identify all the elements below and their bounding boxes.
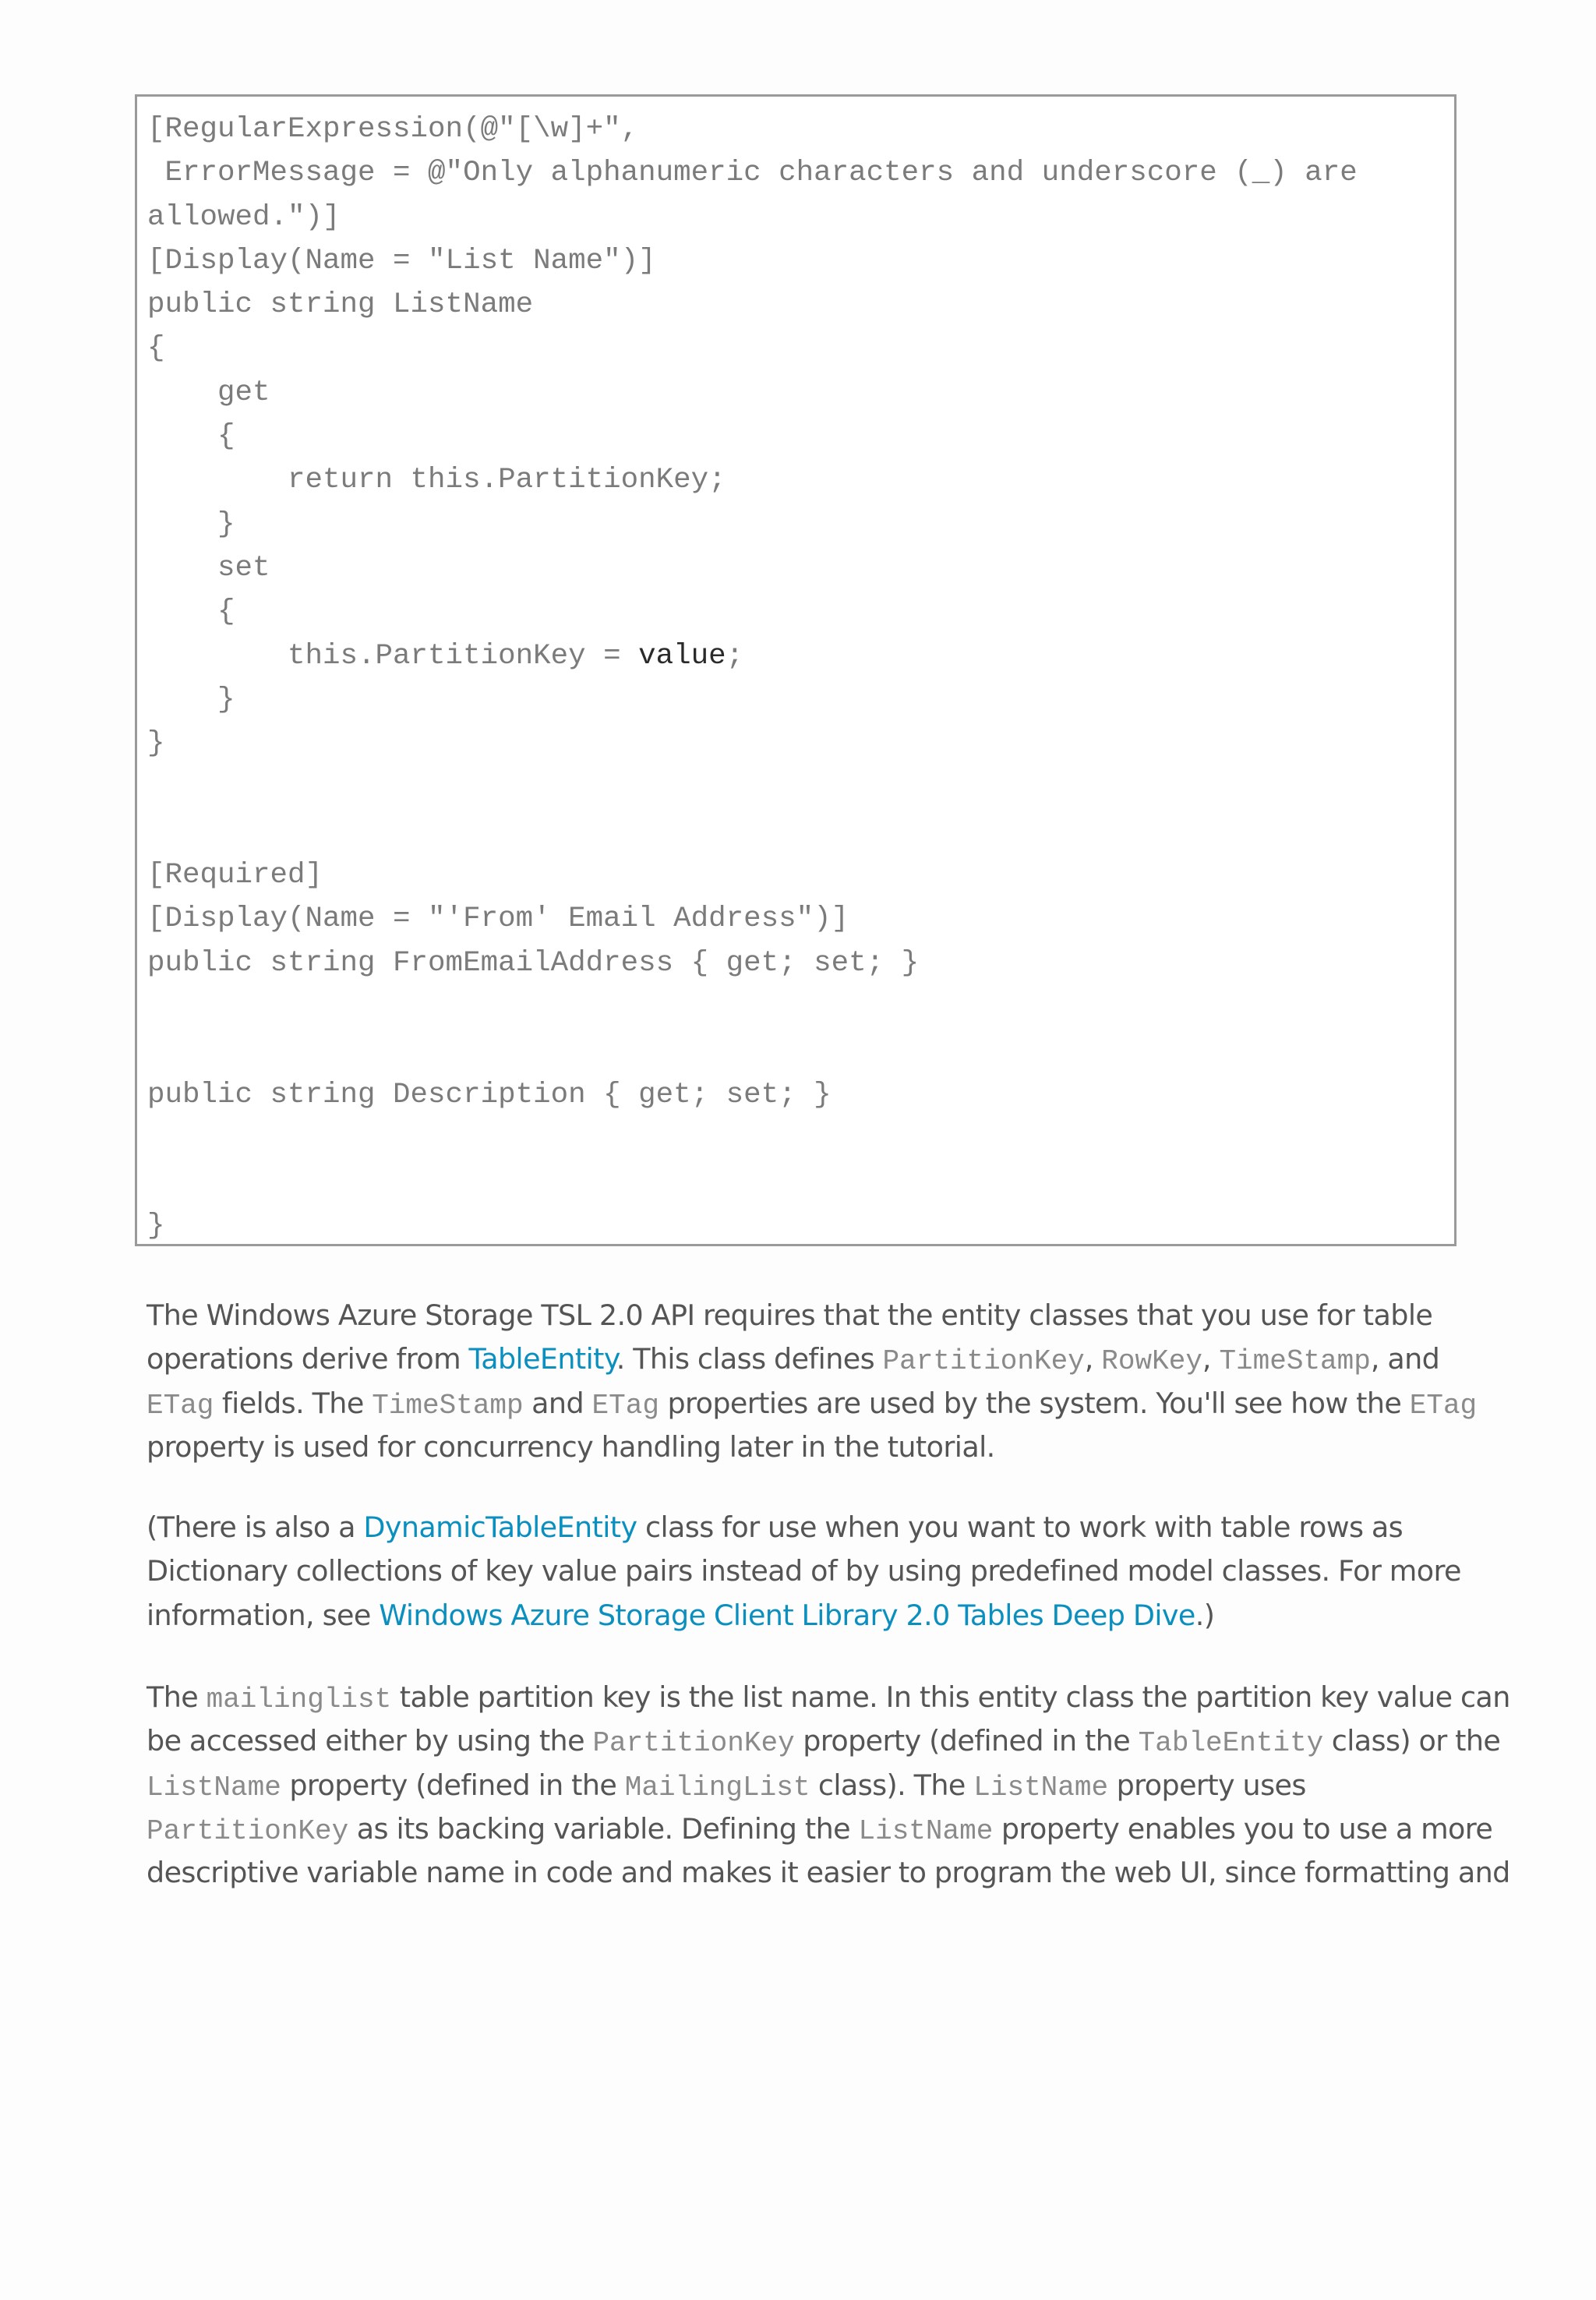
text: class) or the bbox=[1323, 1724, 1501, 1758]
code-line: } bbox=[147, 683, 235, 716]
code-line bbox=[147, 1161, 1454, 1204]
text: as its backing variable. Defining the bbox=[348, 1811, 859, 1846]
text: (There is also a bbox=[147, 1510, 364, 1544]
text: be accessed either by using the bbox=[147, 1724, 593, 1758]
code-line: allowed.")] bbox=[147, 200, 341, 234]
code-line: public string ListName bbox=[147, 288, 534, 322]
code-line: { bbox=[147, 420, 235, 454]
paragraph-line bbox=[147, 1294, 1471, 1337]
text: fields. The bbox=[214, 1386, 373, 1420]
code-assignment-text: this.PartitionKey = bbox=[147, 639, 639, 673]
code-line: { bbox=[147, 595, 235, 629]
code-rowkey: RowKey bbox=[1101, 1345, 1202, 1378]
code-line bbox=[147, 985, 1454, 1029]
text: table partition key is the list name. In this entity class the partition key value can bbox=[391, 1680, 1510, 1714]
code-line: [Display(Name = "List Name")] bbox=[147, 244, 656, 277]
code-line: public string FromEmailAddress { get; set; } bbox=[147, 946, 920, 980]
text: and bbox=[523, 1386, 592, 1420]
text: , bbox=[1084, 1342, 1102, 1376]
code-timestamp: TimeStamp bbox=[1219, 1345, 1371, 1378]
paragraph-line bbox=[147, 1594, 1471, 1638]
code-etag: ETag bbox=[147, 1389, 214, 1422]
code-line bbox=[147, 810, 1454, 853]
code-line bbox=[147, 765, 1454, 809]
code-line: } bbox=[147, 507, 235, 541]
code-line bbox=[147, 1029, 1454, 1072]
paragraph-line bbox=[147, 1807, 1493, 1851]
paragraph-line bbox=[147, 1676, 1510, 1719]
code-line: get bbox=[147, 376, 270, 409]
tableentity-link[interactable]: TableEntity bbox=[468, 1342, 616, 1376]
text: operations derive from bbox=[147, 1342, 469, 1376]
code-partitionkey: PartitionKey bbox=[592, 1727, 795, 1760]
text: property is used for concurrency handling later in the tutorial. bbox=[147, 1429, 995, 1464]
code-line: ErrorMessage = @"Only alphanumeric characters and underscore (_) are bbox=[147, 157, 1358, 190]
text: .) bbox=[1195, 1598, 1215, 1632]
code-line: } bbox=[147, 727, 165, 761]
text: class for use when you want to work with table rows as bbox=[637, 1510, 1404, 1544]
code-mailinglist: mailinglist bbox=[206, 1683, 392, 1715]
paragraph-line bbox=[147, 1337, 1471, 1381]
code-partitionkey: PartitionKey bbox=[147, 1814, 349, 1847]
text: property enables you to use a more bbox=[993, 1811, 1493, 1846]
code-line: [Display(Name = "'From' Email Address")] bbox=[147, 903, 849, 936]
code-line: { bbox=[147, 332, 165, 366]
code-partitionkey: PartitionKey bbox=[882, 1345, 1085, 1378]
paragraph-line bbox=[147, 1382, 1478, 1426]
code-block bbox=[135, 94, 1457, 1246]
text: information, see bbox=[147, 1598, 380, 1632]
text: , bbox=[1202, 1342, 1220, 1376]
dynamictableentity-link[interactable]: DynamicTableEntity bbox=[363, 1510, 637, 1544]
code-line: set bbox=[147, 551, 270, 585]
code-line: } bbox=[147, 1210, 165, 1243]
code-tableentity: TableEntity bbox=[1138, 1727, 1324, 1760]
paragraph-line bbox=[147, 1764, 1471, 1807]
code-etag: ETag bbox=[591, 1389, 659, 1422]
paragraph-tableentity bbox=[147, 1294, 1478, 1469]
text: property (defined in the bbox=[281, 1768, 625, 1802]
text: property uses bbox=[1108, 1768, 1306, 1802]
code-line bbox=[147, 1117, 1454, 1161]
text: The bbox=[147, 1680, 207, 1714]
text: class). The bbox=[810, 1768, 974, 1802]
text: , and bbox=[1370, 1342, 1440, 1376]
code-listname: ListName bbox=[973, 1771, 1109, 1804]
code-listname: ListName bbox=[858, 1814, 994, 1847]
paragraph-dynamictableentity bbox=[147, 1506, 1471, 1638]
code-value-keyword: value bbox=[638, 639, 726, 673]
code-listname: ListName bbox=[147, 1771, 281, 1804]
tables-deep-dive-link[interactable]: Windows Azure Storage Client Library 2.0 Tables Deep Dive bbox=[379, 1598, 1195, 1632]
code-line: [Required] bbox=[147, 859, 323, 892]
text: properties are used by the system. You'll see how the bbox=[659, 1386, 1410, 1420]
code-semicolon: ; bbox=[726, 639, 744, 673]
paragraph-line bbox=[147, 1851, 1510, 1895]
code-line: return this.PartitionKey; bbox=[147, 464, 726, 497]
paragraph-line bbox=[147, 1549, 1471, 1593]
text: The Windows Azure Storage TSL 2.0 API requires that the entity classes that you use for table bbox=[147, 1298, 1433, 1332]
code-line: public string Description { get; set; } bbox=[147, 1078, 832, 1111]
text: . This class defines bbox=[616, 1342, 883, 1376]
paragraph-line bbox=[147, 1719, 1501, 1763]
paragraph-line bbox=[147, 1506, 1471, 1549]
text: property (defined in the bbox=[794, 1724, 1139, 1758]
paragraph-partition-key bbox=[147, 1676, 1510, 1895]
paragraph-line bbox=[147, 1426, 1471, 1469]
code-line: [RegularExpression(@"[\w]+", bbox=[147, 113, 639, 146]
code-timestamp: TimeStamp bbox=[372, 1389, 524, 1422]
code-etag: ETag bbox=[1409, 1389, 1478, 1422]
code-mailinglist-class: MailingList bbox=[624, 1771, 810, 1804]
code-line-assignment bbox=[147, 634, 1454, 678]
text: Dictionary collections of key value pairs instead of by using predefined model classes. For more bbox=[147, 1554, 1461, 1588]
text: descriptive variable name in code and makes it easier to program the web UI, since formatting and bbox=[147, 1856, 1510, 1890]
